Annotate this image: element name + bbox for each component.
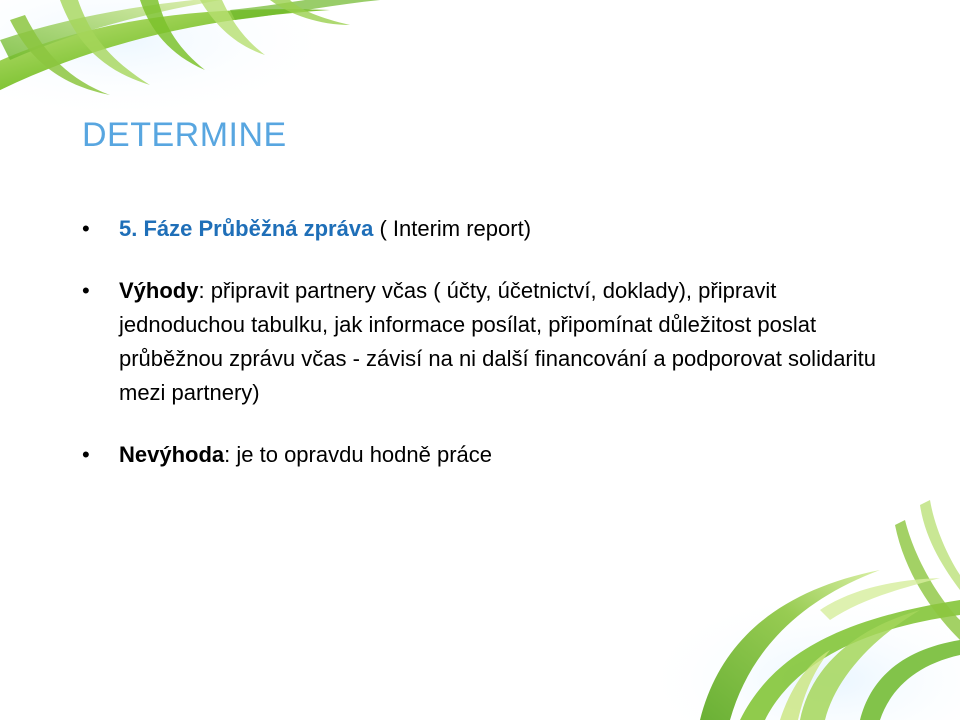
bullet-item-advantages xyxy=(82,274,882,410)
phase-subtitle: ( Interim report) xyxy=(373,216,532,241)
advantages-text: : připravit partnery včas ( účty, účetnictví, doklady), připravit jednoduchou tabulku, jak informace posílat, připomínat důležitost poslat průběžnou zprávu včas - závisí na ni další financování a podporovat solidaritu mezi partnery) xyxy=(119,278,876,405)
bullet-marker: • xyxy=(82,442,90,467)
disadvantage-label: Nevýhoda xyxy=(119,442,225,467)
bullet-item-disadvantage xyxy=(82,438,882,472)
bullet-marker: • xyxy=(82,278,90,303)
slide-title: DETERMINE xyxy=(82,116,287,154)
bullet-marker: • xyxy=(82,216,90,241)
disadvantage-text: : je to opravdu hodně práce xyxy=(224,442,493,467)
bullet-list xyxy=(82,212,882,472)
bullet-item-phase xyxy=(82,212,882,246)
advantages-label: Výhody xyxy=(119,278,199,303)
phase-heading: 5. Fáze Průběžná zpráva xyxy=(119,216,374,241)
